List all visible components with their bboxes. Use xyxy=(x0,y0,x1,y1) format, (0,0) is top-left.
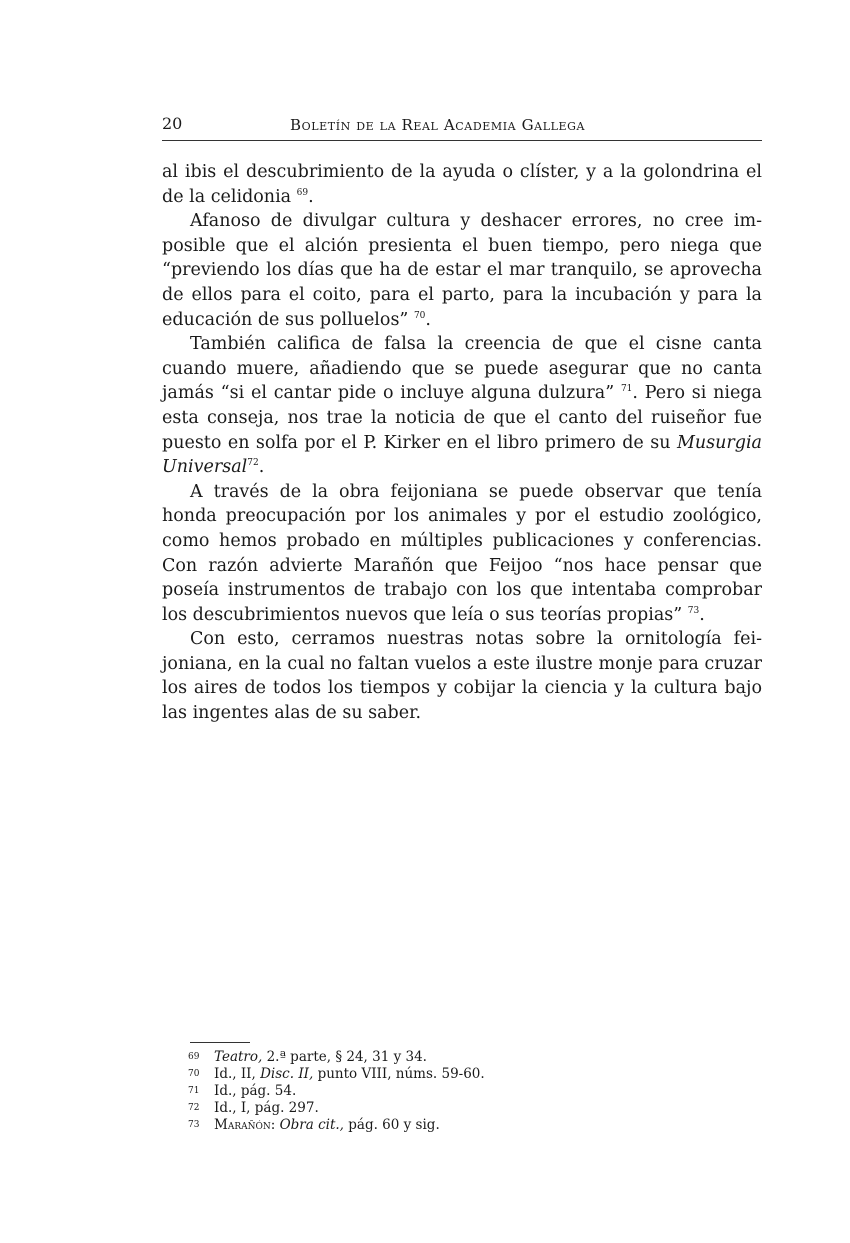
footnote-ref-70[interactable]: 70 xyxy=(413,310,426,321)
paragraph-3: También califica de falsa la creencia de que el cisne canta cuando muere, añadiendo que se puede asegurar que no canta jamás “si el cantar pide o incluye alguna dulzura” $^{71}$. Pero si niega esta conseja, nos trae la noticia de que el canto del ruiseñor fue puesto en solfa por el P. Kirker en el libro primero de su Musurgia Universal$^{72}$. xyxy=(162,334,762,478)
page-header xyxy=(162,114,762,136)
paragraph-1: al ibis el descubrimiento de la ayuda o clíster, y a la golondrina el de la celidonia $^{69}$. xyxy=(162,162,762,207)
page-number: 20 xyxy=(162,114,183,133)
book-title: Musurgia Universal xyxy=(162,432,762,478)
footnote-number: 72 xyxy=(188,1103,200,1113)
footnote-ref-73[interactable]: 73 xyxy=(687,605,700,616)
footnote-ref-71[interactable]: 71 xyxy=(620,384,633,395)
footnote-72: 72 Id., I, pág. 297. xyxy=(188,1100,319,1116)
body-text xyxy=(162,160,762,726)
paragraph-2: Afanoso de divulgar cultura y deshacer errores, no cree imposible que el alción presienta el buen tiempo, pero niega que “previendo los días que ha de estar el mar tranquilo, se aprovecha de ellos para el coito, para el parto, para la incubación y para la educación de sus polluelos” $^{70}$. xyxy=(162,211,762,330)
footnote-69: 69 Teatro, 2.ª parte, § 24, 31 y 34. xyxy=(188,1049,427,1065)
footnote-73: 73 Marañón: Obra cit., pág. 60 y sig. xyxy=(188,1117,440,1133)
footnote-number: 71 xyxy=(188,1086,200,1096)
footnote-number: 73 xyxy=(188,1120,200,1130)
footnote-number: 69 xyxy=(188,1052,200,1062)
paragraph-5: Con esto, cerramos nuestras notas sobre la ornitología feijoniana, en la cual no faltan vuelos a este ilustre monje para cruzar los aires de todos los tiempos y cobijar la ciencia y la cultura bajo las ingentes alas de su saber. xyxy=(162,629,762,724)
footnote-number: 70 xyxy=(188,1069,200,1079)
paragraph-4: A través de la obra feijoniana se puede observar que tenía honda preocupación por los animales y por el estudio zoológico, como hemos probado en múltiples publicaciones y conferencias. Con razón advierte Marañón que Feijoo “nos hace pensar que poseía instrumentos de trabajo con los que intentaba comprobar los descubrimientos nuevos que leía o sus teorías propias” $^{73}$. xyxy=(162,481,762,625)
footnote-71: 71 Id., pág. 54. xyxy=(188,1083,297,1099)
footnote-ref-72[interactable]: 72 xyxy=(247,458,259,469)
running-title: Boletín de la Real Academia Gallega xyxy=(290,116,586,134)
footnote-ref-69[interactable]: 69 xyxy=(296,187,309,198)
footnote-70: 70 Id., II, Disc. II, punto VIII, núms. 59-60. xyxy=(188,1066,485,1082)
footnotes-rule xyxy=(190,1042,250,1043)
footnotes xyxy=(188,1049,688,1134)
header-rule xyxy=(162,140,762,141)
